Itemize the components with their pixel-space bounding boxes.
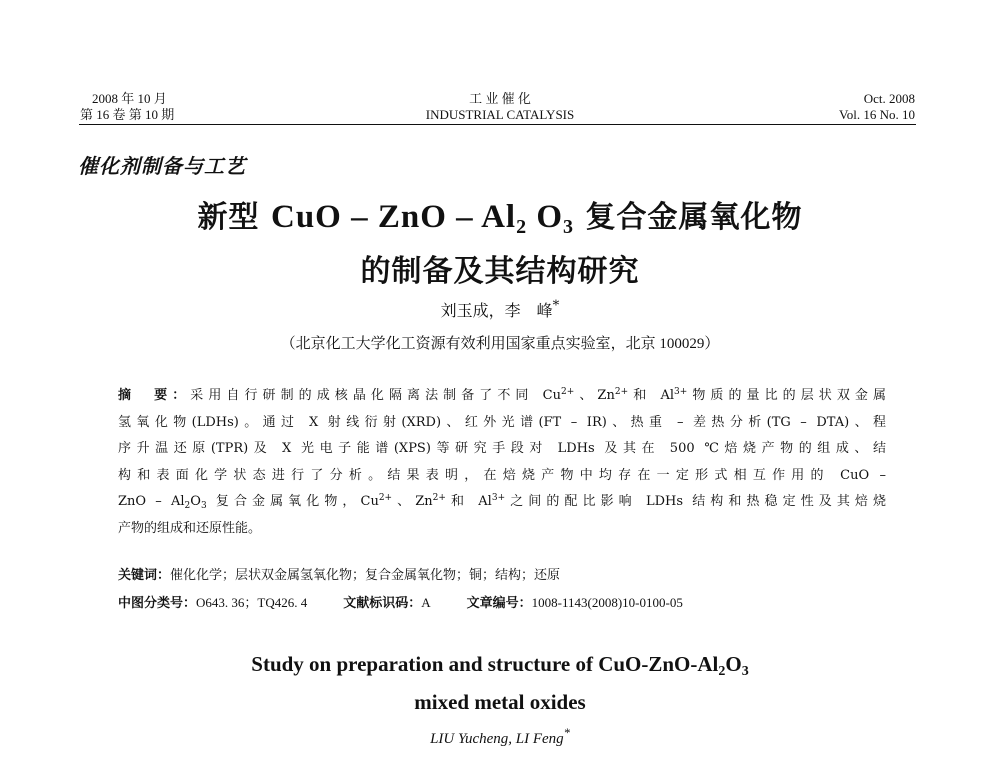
- superscript: 3+: [674, 387, 688, 397]
- abstract-line: [118, 489, 886, 516]
- abstract-text: 、Zn: [574, 388, 615, 403]
- journal-name: [300, 91, 700, 123]
- title-cn-prefix: 新型: [197, 200, 271, 235]
- abstract-text: 和 Al: [628, 388, 674, 403]
- affiliation-cn: （北京化工大学化工资源有效利用国家重点实验室，北京 100029）: [280, 336, 720, 352]
- abstract-text: 、Zn: [392, 494, 433, 509]
- corresponding-mark: *: [552, 298, 560, 314]
- abstract-text: 采用自行研制的成核晶化隔离法制备了不同 Cu: [190, 388, 562, 403]
- issue-date: 2008 年 10 月: [92, 91, 167, 106]
- subscript: 3: [200, 501, 207, 511]
- abstract-cn: [118, 383, 886, 542]
- subscript: 2: [718, 664, 726, 679]
- clc-label: 中图分类号：: [118, 596, 197, 611]
- doc-code-label: 文献标识码：: [343, 596, 422, 611]
- formula-part: O: [527, 199, 563, 235]
- formula-subscript: 3: [563, 216, 574, 238]
- subscript: 3: [741, 664, 749, 679]
- abstract-line: 构和表面化学状态进行了分析。结果表明，在焙烧产物中均存在一定形式相互作用的 CuO –: [118, 467, 886, 483]
- title-en-text: O: [725, 652, 742, 676]
- title-en-text: Study on preparation and structure of CuO-ZnO-Al: [251, 652, 719, 676]
- title-cn-line2: 的制备及其结构研究: [360, 254, 640, 289]
- abstract-text: O: [190, 494, 201, 509]
- keywords-label: 关键词：: [118, 568, 171, 583]
- abstract-text: 和 Al: [445, 494, 492, 509]
- author-names-en: LIU Yucheng, LI Feng: [430, 731, 564, 747]
- column-tag: 催化剂制备与工艺: [78, 154, 246, 178]
- abstract-line: 产物的组成和还原性能。: [118, 520, 262, 536]
- authors-en: [0, 726, 1000, 748]
- author-names: 刘玉成，李 峰: [440, 301, 553, 320]
- article-number-label: 文章编号：: [466, 596, 532, 611]
- abstract-text: 复合金属氧化物，Cu: [206, 494, 379, 509]
- classification-line: [118, 592, 683, 611]
- clc-value: O643. 36；TQ426. 4: [196, 595, 308, 610]
- journal-name-cn: 工 业 催 化: [469, 91, 531, 106]
- title-cn-line1: [0, 192, 1000, 239]
- article-number-value: 1008-1143(2008)10-0100-05: [531, 595, 683, 610]
- journal-date-volume-en: [839, 91, 915, 123]
- abstract-line: 氢氧化物(LDHs)。通过 X 射线衍射(XRD)、红外光谱(FT – IR)、热重 – 差热分析(TG – DTA)、程: [118, 414, 886, 430]
- header-rule: [79, 124, 916, 125]
- keywords-text: 催化化学；层状双金属氢氧化物；复合金属氧化物；铜；结构；还原: [170, 568, 561, 583]
- authors-cn: [0, 298, 1000, 321]
- formula-subscript: 2: [516, 216, 528, 238]
- title-en-line1: [0, 652, 1000, 680]
- abstract-label: 摘 要：: [118, 388, 191, 403]
- abstract-text: 物质的量比的层状双金属: [687, 388, 886, 403]
- superscript: 3+: [491, 493, 506, 503]
- subscript: 2: [184, 501, 191, 511]
- title-cn-formula: [271, 199, 574, 238]
- abstract-line: 序升温还原(TPR)及 X 光电子能谱(XPS)等研究手段对 LDHs 及其在 500 ℃焙烧产物的组成、结: [118, 441, 886, 456]
- issue-date-en: Oct. 2008: [863, 91, 915, 106]
- title-cn-suffix: 复合金属氧化物: [574, 200, 803, 235]
- journal-date-volume: [80, 91, 174, 123]
- abstract-line: [118, 383, 886, 410]
- journal-name-en: INDUSTRIAL CATALYSIS: [425, 107, 575, 122]
- abstract-text: 之间的配比影响 LDHs 结构和热稳定性及其焙烧: [505, 494, 886, 509]
- title-en-line2: mixed metal oxides: [414, 690, 586, 714]
- corresponding-mark: *: [563, 726, 570, 740]
- superscript: 2+: [378, 493, 393, 503]
- doc-code-value: A: [421, 595, 431, 610]
- volume-issue-en: Vol. 16 No. 10: [839, 107, 915, 122]
- superscript: 2+: [614, 387, 629, 397]
- volume-issue: 第 16 卷 第 10 期: [80, 107, 175, 122]
- formula-part: CuO – ZnO – Al: [271, 199, 517, 235]
- superscript: 2+: [432, 493, 446, 503]
- abstract-text: ZnO – Al: [118, 494, 185, 509]
- keywords: [118, 564, 560, 583]
- superscript: 2+: [561, 387, 575, 397]
